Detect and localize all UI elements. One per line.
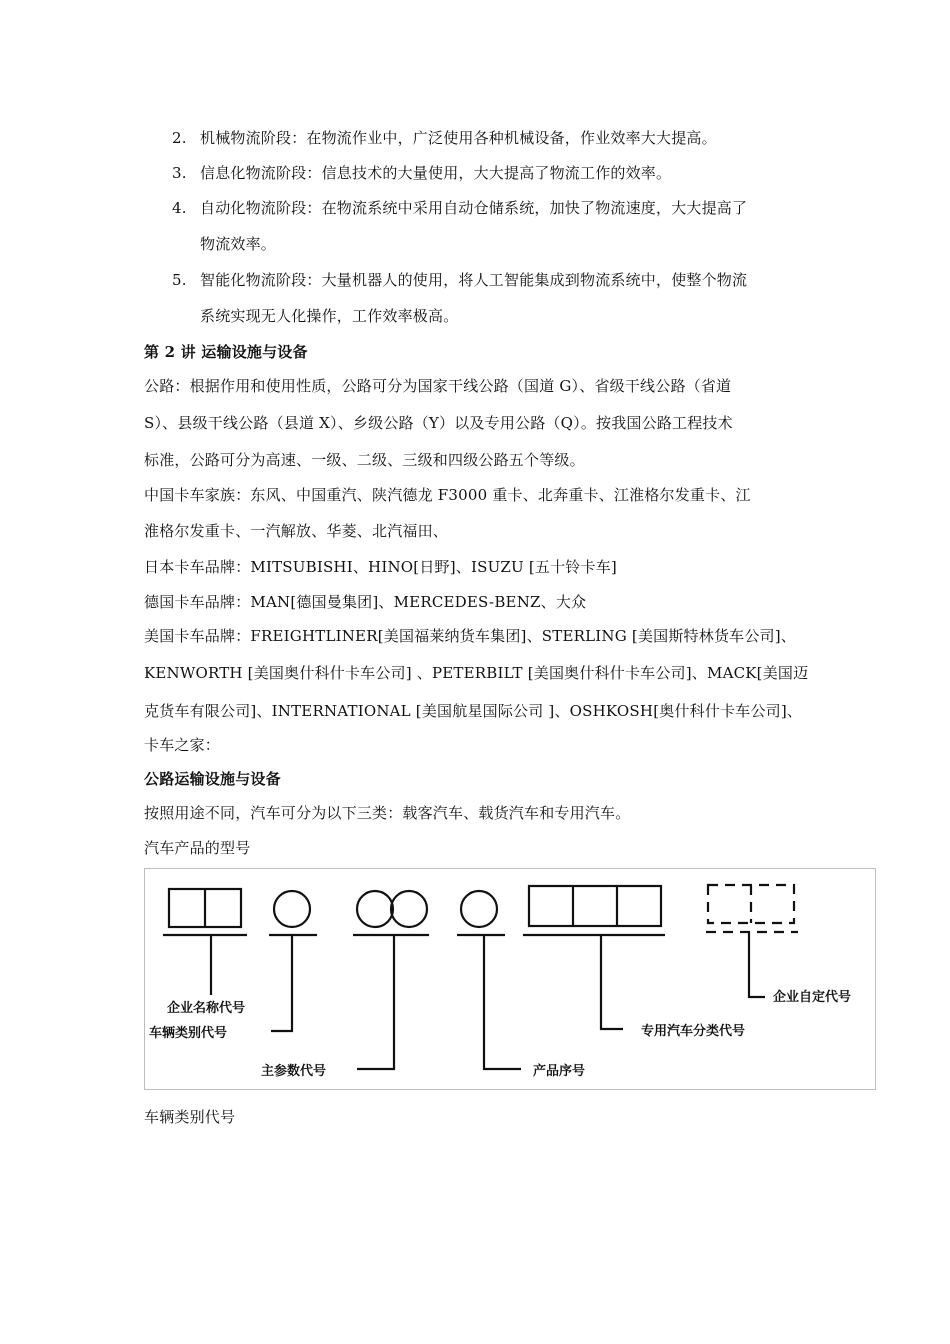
vehicle-type-circle <box>274 891 310 927</box>
label-main-param-code: 主参数代号 <box>261 1064 327 1079</box>
main-param-circle <box>357 891 393 927</box>
list-text-continuation: 物流效率。 <box>200 235 277 253</box>
paragraph-line: KENWORTH [美国奥什科什卡车公司] 、PETERBILT [美国奥什科什卡车公司]、MACK[美国迈 <box>144 664 809 682</box>
paragraph-line: 标准，公路可分为高速、一级、二级、三级和四级公路五个等级。 <box>144 451 585 469</box>
paragraph-line: 克货车有限公司]、INTERNATIONAL [美国航星国际公司 ]、OSHKOSH[奥什科什卡车公司]、 <box>144 702 803 720</box>
label-product-seq: 产品序号 <box>533 1064 586 1079</box>
model-code-diagram <box>144 868 876 1090</box>
special-class-boxes <box>529 886 661 926</box>
list-item <box>172 198 747 218</box>
paragraph-line: S）、县级干线公路（县道 X）、乡级公路（Y）以及专用公路（Q）。按我国公路工程技术 <box>144 414 733 432</box>
label-enterprise-name-code: 企业名称代号 <box>167 1001 246 1016</box>
list-item <box>172 163 671 183</box>
paragraph-line: 按照用途不同，汽车可分为以下三类：载客汽车、载货汽车和专用汽车。 <box>144 804 631 822</box>
list-text: 智能化物流阶段：大量机器人的使用，将人工智能集成到物流系统中，使整个物流 <box>200 271 748 289</box>
product-seq-circle <box>461 891 497 927</box>
caption: 车辆类别代号 <box>144 1108 236 1126</box>
paragraph-line: 淮格尔发重卡、一汽解放、华菱、北汽福田、 <box>144 522 449 540</box>
list-number: 3. <box>172 164 187 182</box>
list-text: 机械物流阶段：在物流作业中，广泛使用各种机械设备，作业效率大大提高。 <box>200 129 717 147</box>
label-enterprise-custom-code: 企业自定代号 <box>773 990 852 1005</box>
list-text: 信息化物流阶段：信息技术的大量使用，大大提高了物流工作的效率。 <box>200 164 672 182</box>
list-number: 5. <box>172 271 187 289</box>
list-text-continuation: 系统实现无人化操作，工作效率极高。 <box>200 307 459 325</box>
figure-title: 汽车产品的型号 <box>144 839 251 857</box>
label-vehicle-type-code: 车辆类别代号 <box>149 1026 228 1041</box>
diagram-svg <box>145 869 877 1091</box>
section-heading: 公路运输设施与设备 <box>144 770 281 788</box>
list-text: 自动化物流阶段：在物流系统中采用自动仓储系统，加快了物流速度，大大提高了 <box>200 199 748 217</box>
paragraph-line: 美国卡车品牌：FREIGHTLINER[美国福莱纳货车集团]、STERLING [美国斯特林货车公司]、 <box>144 627 796 645</box>
paragraph-line: 德国卡车品牌：MAN[德国曼集团]、MERCEDES-BENZ、大众 <box>144 593 587 611</box>
paragraph-line: 日本卡车品牌：MITSUBISHI、HINO[日野]、ISUZU [五十铃卡车] <box>144 558 617 576</box>
main-param-circle <box>391 891 427 927</box>
list-number: 2. <box>172 129 187 147</box>
list-item <box>172 270 747 290</box>
paragraph-line: 中国卡车家族：东风、中国重汽、陕汽德龙 F3000 重卡、北奔重卡、江淮格尔发重卡、江 <box>144 486 751 504</box>
list-number: 4. <box>172 199 187 217</box>
lecture-heading: 第 2 讲 运输设施与设备 <box>144 343 308 361</box>
label-special-class-code: 专用汽车分类代号 <box>641 1024 746 1039</box>
paragraph-line: 公路：根据作用和使用性质，公路可分为国家干线公路（国道 G）、省级干线公路（省道 <box>144 377 732 395</box>
paragraph-line: 卡车之家： <box>144 736 221 754</box>
list-item <box>172 128 717 148</box>
